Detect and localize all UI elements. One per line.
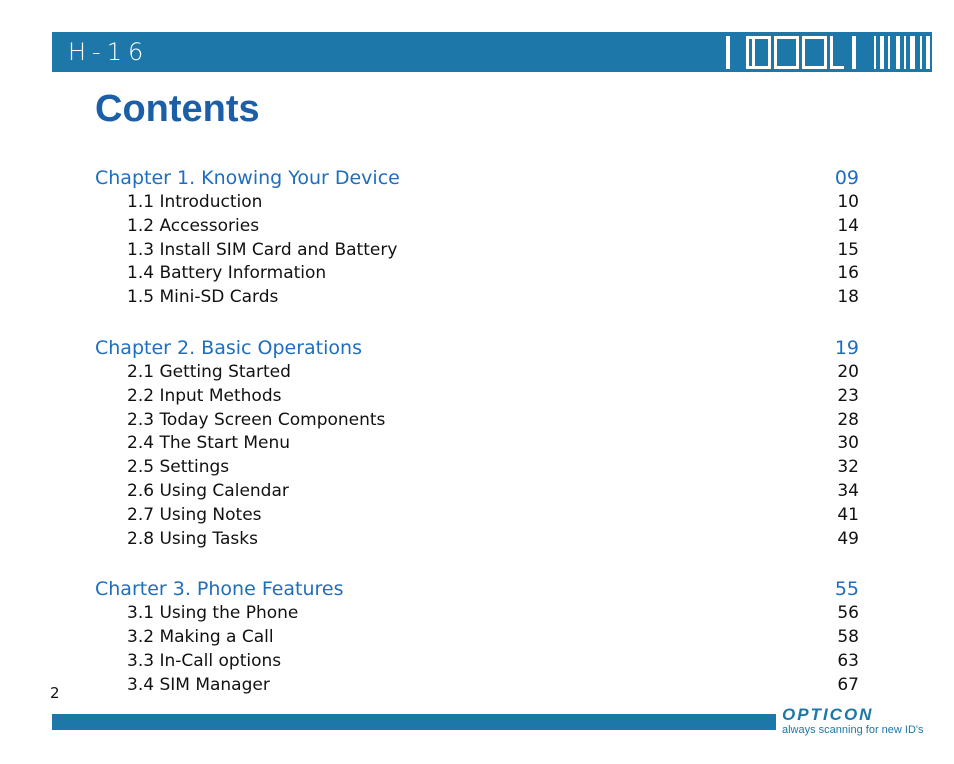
entry-title: 2.1 Getting Started bbox=[127, 361, 291, 382]
entry-title: 1.5 Mini-SD Cards bbox=[127, 287, 279, 308]
toc-entry[interactable] bbox=[95, 215, 859, 239]
entry-page: 14 bbox=[837, 215, 859, 236]
entry-page: 23 bbox=[837, 385, 859, 406]
entry-title: 3.1 Using the Phone bbox=[127, 603, 299, 624]
chapter-row[interactable] bbox=[95, 165, 859, 191]
entry-page: 32 bbox=[837, 457, 859, 478]
chapter-section bbox=[95, 165, 859, 310]
footer-bar bbox=[52, 714, 776, 730]
entry-title: 2.8 Using Tasks bbox=[127, 528, 258, 549]
entry-page: 18 bbox=[837, 287, 859, 308]
toc-entry[interactable] bbox=[95, 456, 859, 480]
chapter-title: Chapter 1. Knowing Your Device bbox=[95, 167, 400, 189]
toc-entry[interactable] bbox=[95, 239, 859, 263]
chapter-title: Charter 3. Phone Features bbox=[95, 578, 344, 601]
toc-entry[interactable] bbox=[95, 385, 859, 409]
toc-entry[interactable] bbox=[95, 504, 859, 528]
toc-entry[interactable] bbox=[95, 191, 859, 215]
opticon-logo bbox=[782, 704, 930, 724]
toc-entry[interactable] bbox=[95, 528, 859, 552]
entry-page: 34 bbox=[837, 480, 859, 501]
tagline: always scanning for new ID's bbox=[782, 724, 924, 736]
entry-title: 3.2 Making a Call bbox=[127, 627, 274, 648]
toc-entry[interactable] bbox=[95, 480, 859, 504]
entry-title: 2.2 Input Methods bbox=[127, 385, 282, 406]
entry-title: 3.4 SIM Manager bbox=[127, 674, 270, 695]
chapter-page: 09 bbox=[834, 167, 859, 189]
page-number: 2 bbox=[50, 684, 60, 702]
entry-page: 56 bbox=[837, 603, 859, 624]
chapter-page: 19 bbox=[834, 336, 859, 359]
entry-page: 15 bbox=[837, 239, 859, 260]
page-title: Contents bbox=[95, 88, 260, 130]
entry-title: 3.3 In-Call options bbox=[127, 650, 282, 671]
entry-page: 49 bbox=[837, 528, 859, 549]
toc-entry[interactable] bbox=[95, 361, 859, 385]
entry-page: 28 bbox=[837, 409, 859, 430]
entry-title: 1.2 Accessories bbox=[127, 215, 260, 236]
entry-title: 1.3 Install SIM Card and Battery bbox=[127, 239, 398, 260]
model-label: H-16 bbox=[68, 38, 150, 66]
table-of-contents bbox=[95, 165, 859, 723]
entry-page: 67 bbox=[837, 674, 859, 695]
toc-entry[interactable] bbox=[95, 602, 859, 626]
chapter-section bbox=[95, 576, 859, 697]
entry-title: 2.5 Settings bbox=[127, 457, 230, 478]
entry-title: 2.3 Today Screen Components bbox=[127, 409, 386, 430]
toc-entry[interactable] bbox=[95, 262, 859, 286]
chapter-row[interactable] bbox=[95, 576, 859, 602]
barcode-graphic bbox=[724, 36, 936, 69]
entry-title: 1.1 Introduction bbox=[127, 192, 263, 212]
entry-page: 41 bbox=[837, 504, 859, 525]
chapter-page: 55 bbox=[834, 578, 859, 601]
entry-page: 63 bbox=[837, 650, 859, 671]
toc-entry[interactable] bbox=[95, 626, 859, 650]
logo-text: OPTICON bbox=[782, 705, 874, 724]
toc-entry[interactable] bbox=[95, 409, 859, 433]
toc-entry[interactable] bbox=[95, 286, 859, 310]
toc-entry[interactable] bbox=[95, 674, 859, 698]
entry-page: 30 bbox=[837, 433, 859, 454]
chapter-title: Chapter 2. Basic Operations bbox=[95, 336, 362, 359]
entry-title: 2.7 Using Notes bbox=[127, 504, 262, 525]
entry-title: 2.4 The Start Menu bbox=[127, 433, 291, 454]
toc-entry[interactable] bbox=[95, 432, 859, 456]
chapter-section bbox=[95, 335, 859, 551]
entry-title: 1.4 Battery Information bbox=[127, 263, 327, 284]
entry-page: 58 bbox=[837, 627, 859, 648]
entry-page: 20 bbox=[837, 361, 859, 382]
entry-page: 10 bbox=[837, 192, 859, 212]
toc-entry[interactable] bbox=[95, 650, 859, 674]
entry-title: 2.6 Using Calendar bbox=[127, 480, 289, 501]
entry-page: 16 bbox=[837, 263, 859, 284]
chapter-row[interactable] bbox=[95, 335, 859, 361]
